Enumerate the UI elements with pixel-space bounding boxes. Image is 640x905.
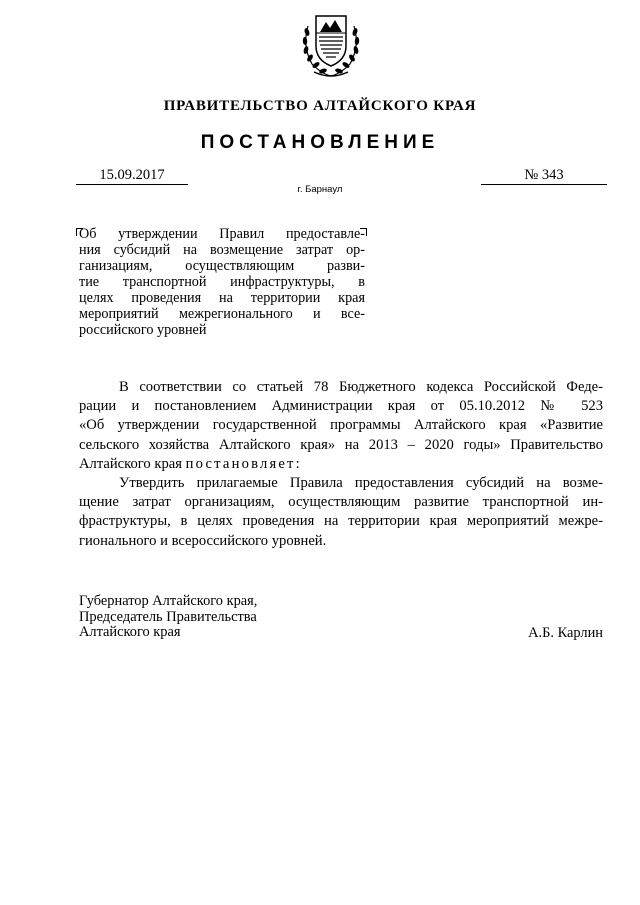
position-line: Алтайского края <box>79 624 181 640</box>
government-title: ПРАВИТЕЛЬСТВО АЛТАЙСКОГО КРАЯ <box>163 98 477 114</box>
body-line: сельского хозяйства Алтайского края» на 2013 – 2020 годы» Правительство <box>79 436 603 453</box>
subject-line: целях проведения на территории края <box>79 290 365 306</box>
subject-line: Об утверждении Правил предоставле- <box>79 226 365 242</box>
subject-line: ганизациям, осуществляющим разви- <box>79 258 365 274</box>
subject-line: тие транспортной инфраструктуры, в <box>79 274 365 290</box>
position-line: Губернатор Алтайского края, <box>79 593 258 609</box>
body-line: «Об утверждении государственной программы Алтайского края «Развитие <box>79 417 603 434</box>
body-line: Утвердить прилагаемые Правила предоставления субсидий на возме- <box>119 475 603 492</box>
document-number: № 343 <box>481 167 607 185</box>
position-line: Председатель Правительства <box>79 608 257 625</box>
body-line: рации и постановлением Администрации края от 05.10.2012 № 523 <box>79 398 603 415</box>
document-subject <box>79 226 365 338</box>
body-line: щение затрат организациям, осуществляющим развитие транспортной ин- <box>79 494 603 511</box>
document-body <box>79 378 603 551</box>
subject-line: российского уровней <box>79 322 207 338</box>
body-line: гионального и всероссийского уровней. <box>79 532 327 549</box>
decree-word: постановляет: <box>185 455 302 472</box>
body-line: фраструктуры, в целях проведения на территории края мероприятий межре- <box>79 513 603 530</box>
altai-krai-coat-of-arms-icon <box>300 6 362 78</box>
body-line <box>79 455 603 474</box>
signature-position <box>79 594 257 641</box>
signer-name: А.Б. Карлин <box>528 625 603 641</box>
document-date: 15.09.2017 <box>76 167 188 185</box>
subject-line: мероприятий межрегионального и все- <box>79 306 365 322</box>
subject-line: ния субсидий на возмещение затрат ор- <box>79 242 365 258</box>
document-city: г. Барнаул <box>297 184 343 195</box>
document-type: ПОСТАНОВЛЕНИЕ <box>200 132 440 153</box>
body-line: В соответствии со статьей 78 Бюджетного кодекса Российской Феде- <box>119 379 603 395</box>
body-text: Алтайского края <box>79 455 186 472</box>
